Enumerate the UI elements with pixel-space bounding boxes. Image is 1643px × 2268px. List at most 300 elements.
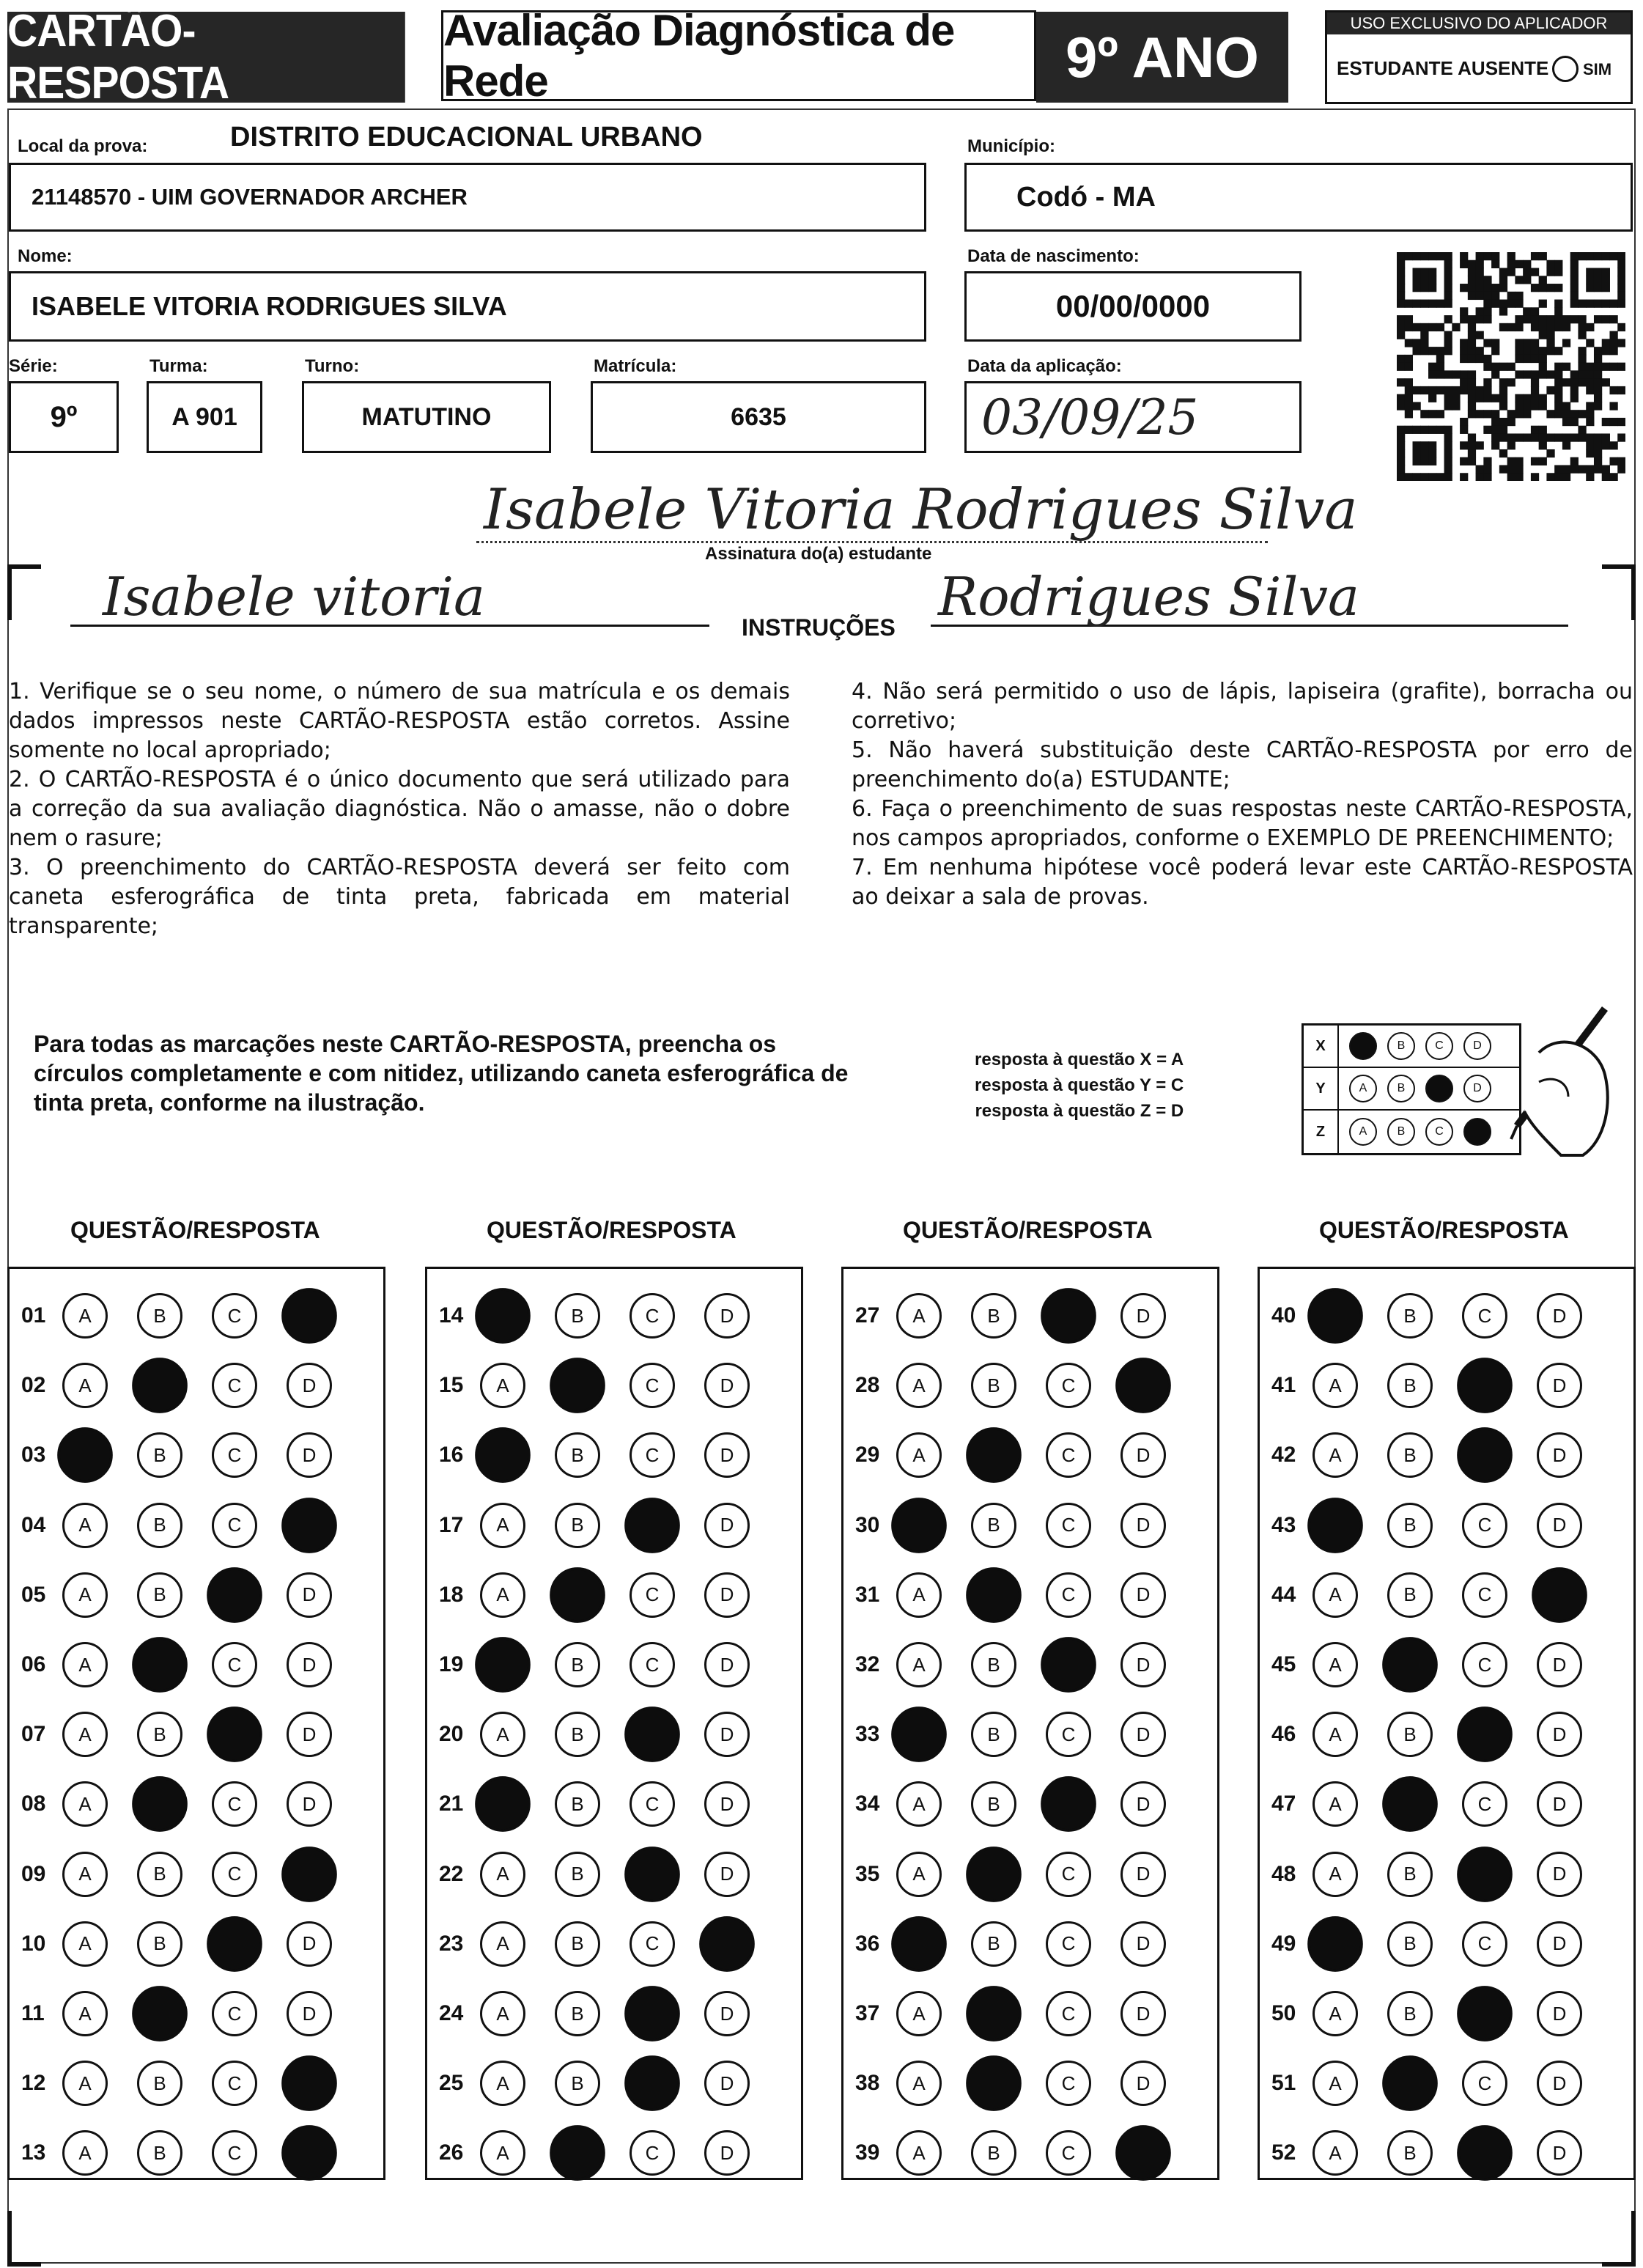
option-bubble-c[interactable] (1046, 1852, 1091, 1897)
option-bubble-a[interactable] (62, 1991, 108, 2036)
option-bubble-a[interactable] (62, 1712, 108, 1757)
option-bubble-d[interactable] (287, 1712, 332, 1757)
qr-module (1570, 457, 1579, 465)
option-bubble-a[interactable] (896, 1363, 942, 1408)
qr-module (1499, 300, 1507, 308)
option-bubble-d[interactable] (1537, 1503, 1582, 1548)
qr-module (1476, 355, 1484, 363)
option-bubble-c[interactable] (1046, 1572, 1091, 1618)
option-bubble-c[interactable] (1457, 1706, 1513, 1762)
option-bubble-a[interactable] (896, 1572, 942, 1618)
option-bubble-d[interactable] (1120, 1991, 1166, 2036)
option-bubble-b[interactable] (555, 1503, 600, 1548)
option-bubble-c[interactable] (1041, 1288, 1096, 1344)
qr-module (1546, 284, 1554, 292)
option-bubble-b[interactable] (966, 1567, 1022, 1623)
option-bubble-a[interactable] (896, 1432, 942, 1478)
question-row (1260, 2131, 1633, 2175)
option-bubble-a[interactable] (480, 1503, 525, 1548)
option-bubble-a[interactable] (62, 1293, 108, 1339)
applicator-title: USO EXCLUSIVO DO APLICADOR (1327, 12, 1631, 34)
option-bubble-b[interactable] (555, 1852, 600, 1897)
option-bubble-d[interactable] (1120, 1293, 1166, 1339)
option-bubble-c[interactable] (629, 1363, 675, 1408)
option-bubble-b[interactable] (971, 1781, 1016, 1827)
option-bubble-d[interactable] (287, 1991, 332, 2036)
qr-module (1413, 284, 1421, 292)
option-bubble-b[interactable] (555, 1642, 600, 1687)
option-bubble-b[interactable] (137, 1293, 182, 1339)
qr-module (1578, 331, 1586, 339)
option-bubble-b[interactable] (971, 1293, 1016, 1339)
option-bubble-a[interactable] (1312, 1852, 1358, 1897)
qr-module (1515, 402, 1523, 410)
option-bubble-b[interactable] (966, 1428, 1022, 1484)
option-bubble-a[interactable] (1312, 1781, 1358, 1827)
option-bubble-d[interactable] (1120, 1852, 1166, 1897)
qr-module (1436, 323, 1444, 331)
option-bubble-d[interactable] (1537, 1363, 1582, 1408)
option-bubble-a[interactable] (480, 1363, 525, 1408)
option-bubble-d[interactable] (1537, 1921, 1582, 1967)
qr-module (1444, 386, 1452, 394)
option-bubble-d[interactable] (1537, 1991, 1582, 2036)
option-bubble-d[interactable] (1537, 1642, 1582, 1687)
qr-module (1476, 394, 1484, 402)
option-bubble-a[interactable] (62, 1781, 108, 1827)
option-bubble-d[interactable] (1120, 1572, 1166, 1618)
option-bubble-b[interactable] (550, 1358, 605, 1413)
option-bubble-a[interactable] (896, 1852, 942, 1897)
option-bubble-b[interactable] (555, 1712, 600, 1757)
option-bubble-d[interactable] (699, 1916, 755, 1972)
qr-module (1413, 252, 1421, 260)
option-bubble-a[interactable] (896, 1781, 942, 1827)
option-bubble-d[interactable] (281, 2126, 337, 2182)
qr-module (1515, 433, 1523, 441)
option-bubble-a[interactable] (896, 1642, 942, 1687)
option-bubble-d[interactable] (704, 2061, 750, 2106)
option-bubble-c[interactable] (212, 1991, 257, 2036)
question-row (843, 1503, 1217, 1547)
qr-module (1594, 300, 1602, 308)
option-bubble-a[interactable] (480, 1991, 525, 2036)
qr-module (1515, 347, 1523, 355)
option-bubble-b[interactable] (555, 2061, 600, 2106)
option-bubble-c[interactable] (1462, 1572, 1507, 1618)
option-bubble-b[interactable] (1387, 1572, 1433, 1618)
qr-module (1405, 300, 1413, 308)
qr-module (1546, 473, 1554, 481)
option-bubble-c[interactable] (1457, 1358, 1513, 1413)
option-bubble-c[interactable] (629, 2130, 675, 2176)
option-bubble-c[interactable] (1462, 1503, 1507, 1548)
option-bubble-d[interactable] (287, 1781, 332, 1827)
option-bubble-b[interactable] (137, 1572, 182, 1618)
qr-module (1617, 292, 1625, 300)
qr-module (1413, 300, 1421, 308)
option-bubble-b[interactable] (1387, 1852, 1433, 1897)
option-bubble-c[interactable] (1457, 1428, 1513, 1484)
option-letter: A (912, 1653, 926, 1676)
option-letter: C (1061, 1932, 1076, 1955)
option-bubble-b[interactable] (137, 1852, 182, 1897)
qr-module (1397, 363, 1405, 371)
option-letter: C (1477, 2072, 1492, 2094)
turno-field (302, 381, 551, 453)
option-letter: B (1403, 2141, 1417, 2164)
option-bubble-b[interactable] (1387, 1503, 1433, 1548)
option-bubble-c[interactable] (1041, 1637, 1096, 1693)
option-bubble-a[interactable] (1307, 1288, 1363, 1344)
option-bubble-d[interactable] (704, 1572, 750, 1618)
qr-module (1507, 363, 1515, 371)
option-bubble-b[interactable] (971, 1363, 1016, 1408)
option-bubble-b[interactable] (1387, 1293, 1433, 1339)
option-bubble-d[interactable] (704, 1293, 750, 1339)
option-letter: D (1136, 1932, 1151, 1955)
option-bubble-b[interactable] (555, 1781, 600, 1827)
option-bubble-d[interactable] (287, 1921, 332, 1967)
option-bubble-d[interactable] (287, 1572, 332, 1618)
option-bubble-a[interactable] (896, 2061, 942, 2106)
qr-module (1586, 339, 1594, 347)
qr-module (1586, 363, 1594, 371)
option-bubble-a[interactable] (896, 2130, 942, 2176)
question-row (843, 1852, 1217, 1896)
option-letter: D (302, 1443, 317, 1466)
qr-module (1507, 323, 1515, 331)
option-bubble-a[interactable] (891, 1706, 947, 1762)
option-bubble-c[interactable] (629, 1572, 675, 1618)
option-letter: D (1136, 1653, 1151, 1676)
option-bubble-a[interactable] (1312, 2130, 1358, 2176)
option-bubble-a[interactable] (62, 1642, 108, 1687)
option-bubble-c[interactable] (629, 1921, 675, 1967)
option-bubble-d[interactable] (704, 1991, 750, 2036)
option-bubble-c[interactable] (212, 1432, 257, 1478)
option-bubble-c[interactable] (212, 1293, 257, 1339)
option-bubble-d[interactable] (281, 1288, 337, 1344)
option-letter: C (1061, 1723, 1076, 1745)
option-bubble-b[interactable] (137, 1432, 182, 1478)
option-bubble-d[interactable] (704, 1781, 750, 1827)
option-bubble-a[interactable] (1312, 1991, 1358, 2036)
option-bubble-c[interactable] (624, 1986, 680, 2041)
option-bubble-d[interactable] (287, 1432, 332, 1478)
option-bubble-c[interactable] (1046, 1991, 1091, 2036)
option-bubble-c[interactable] (1046, 2061, 1091, 2106)
qr-module (1602, 378, 1610, 386)
option-bubble-d[interactable] (281, 1847, 337, 1902)
option-bubble-a[interactable] (480, 2061, 525, 2106)
option-bubble-a[interactable] (1312, 1642, 1358, 1687)
option-bubble-a[interactable] (480, 1712, 525, 1757)
option-bubble-d[interactable] (1537, 1712, 1582, 1757)
option-bubble-d[interactable] (1120, 1503, 1166, 1548)
option-bubble-c[interactable] (1457, 1986, 1513, 2041)
option-bubble-a[interactable] (480, 1852, 525, 1897)
option-bubble-b[interactable] (555, 1432, 600, 1478)
option-letter: B (987, 1304, 1000, 1327)
option-bubble-b[interactable] (971, 1712, 1016, 1757)
option-bubble-a[interactable] (1312, 1363, 1358, 1408)
option-letter: D (1552, 1932, 1567, 1955)
option-letter: C (1061, 1443, 1076, 1466)
option-bubble-c[interactable] (1462, 1293, 1507, 1339)
option-bubble-d[interactable] (704, 1642, 750, 1687)
option-bubble-a[interactable] (62, 1572, 108, 1618)
qr-module (1578, 465, 1586, 473)
option-bubble-c[interactable] (212, 2130, 257, 2176)
qr-module (1499, 323, 1507, 331)
qr-module (1531, 457, 1539, 465)
option-bubble-b[interactable] (132, 1777, 188, 1833)
option-bubble-c[interactable] (624, 1847, 680, 1902)
option-bubble-b[interactable] (555, 1991, 600, 2036)
option-letter: C (645, 1792, 660, 1815)
option-bubble-b[interactable] (550, 2126, 605, 2182)
option-bubble-d[interactable] (1120, 1712, 1166, 1757)
option-bubble-d[interactable] (1537, 1781, 1582, 1827)
option-bubble-a[interactable] (62, 1852, 108, 1897)
option-bubble-b[interactable] (1382, 1637, 1438, 1693)
option-bubble-d[interactable] (1120, 1921, 1166, 1967)
option-bubble-a[interactable] (896, 1991, 942, 2036)
option-bubble-b[interactable] (1387, 1712, 1433, 1757)
question-row (843, 1433, 1217, 1477)
option-bubble-b[interactable] (132, 1986, 188, 2041)
option-bubble-c[interactable] (624, 2055, 680, 2111)
option-letter: A (78, 1932, 92, 1955)
option-bubble-d[interactable] (1120, 1432, 1166, 1478)
option-bubble-b[interactable] (971, 1503, 1016, 1548)
option-bubble-d[interactable] (287, 1642, 332, 1687)
option-bubble-d[interactable] (1537, 2061, 1582, 2106)
option-bubble-a[interactable] (1312, 1432, 1358, 1478)
option-bubble-d[interactable] (287, 1363, 332, 1408)
option-bubble-d[interactable] (1537, 1432, 1582, 1478)
qr-module (1413, 449, 1421, 457)
option-letter: B (153, 2141, 166, 2164)
question-row (427, 1852, 801, 1896)
option-bubble-a[interactable] (475, 1288, 531, 1344)
qr-module (1507, 433, 1515, 441)
option-bubble-b[interactable] (966, 2055, 1022, 2111)
option-bubble-c[interactable] (1046, 1432, 1091, 1478)
option-bubble-d[interactable] (704, 1712, 750, 1757)
option-bubble-c[interactable] (629, 1642, 675, 1687)
qr-module (1586, 441, 1594, 449)
option-bubble-d[interactable] (281, 1498, 337, 1553)
option-bubble-b[interactable] (1387, 1991, 1433, 2036)
option-bubble-c[interactable] (1462, 1781, 1507, 1827)
option-bubble-b[interactable] (971, 2130, 1016, 2176)
option-bubble-a[interactable] (62, 1363, 108, 1408)
option-bubble-b[interactable] (137, 2061, 182, 2106)
option-bubble-b[interactable] (1382, 2055, 1438, 2111)
qr-module (1413, 268, 1421, 276)
option-bubble-c[interactable] (1046, 1363, 1091, 1408)
option-bubble-a[interactable] (475, 1428, 531, 1484)
option-letter: A (1329, 1792, 1342, 1815)
option-bubble-b[interactable] (137, 2130, 182, 2176)
option-bubble-c[interactable] (207, 1567, 262, 1623)
option-bubble-a[interactable] (1312, 2061, 1358, 2106)
option-bubble-c[interactable] (1462, 2061, 1507, 2106)
qr-module (1444, 268, 1452, 276)
option-bubble-c[interactable] (1041, 1777, 1096, 1833)
option-letter: B (153, 1443, 166, 1466)
option-bubble-d[interactable] (1120, 2061, 1166, 2106)
option-bubble-a[interactable] (1312, 1572, 1358, 1618)
option-bubble-d[interactable] (704, 1852, 750, 1897)
option-bubble-a[interactable] (1307, 1916, 1363, 1972)
option-bubble-b[interactable] (137, 1921, 182, 1967)
qr-module (1483, 276, 1491, 284)
option-letter: C (227, 1374, 242, 1396)
option-bubble-d[interactable] (1537, 1852, 1582, 1897)
option-bubble-c[interactable] (207, 1706, 262, 1762)
option-bubble-b[interactable] (555, 1921, 600, 1967)
qr-module (1483, 465, 1491, 473)
option-bubble-c[interactable] (212, 1642, 257, 1687)
option-bubble-c[interactable] (1046, 2130, 1091, 2176)
option-bubble-a[interactable] (480, 2130, 525, 2176)
option-letter: D (1552, 1443, 1567, 1466)
option-bubble-b[interactable] (966, 1847, 1022, 1902)
qr-module (1397, 315, 1405, 323)
option-bubble-d[interactable] (1115, 2126, 1171, 2182)
option-bubble-d[interactable] (281, 2055, 337, 2111)
option-bubble-c[interactable] (212, 2061, 257, 2106)
option-bubble-c[interactable] (629, 1432, 675, 1478)
aplicacao-field[interactable] (964, 381, 1302, 453)
example-bubble-a (1349, 1075, 1377, 1102)
qr-module (1397, 300, 1405, 308)
question-number: 46 (1271, 1722, 1296, 1747)
qr-module (1562, 363, 1570, 371)
option-bubble-b[interactable] (132, 1358, 188, 1413)
option-bubble-d[interactable] (704, 1503, 750, 1548)
serie-field (9, 381, 119, 453)
option-bubble-b[interactable] (1387, 1432, 1433, 1478)
option-bubble-c[interactable] (1457, 1847, 1513, 1902)
turma-value: A 901 (171, 402, 237, 431)
option-bubble-b[interactable] (971, 1642, 1016, 1687)
qr-module (1397, 284, 1405, 292)
option-bubble-c[interactable] (212, 1852, 257, 1897)
option-letter: A (78, 1723, 92, 1745)
option-letter: B (1403, 1443, 1417, 1466)
qr-module (1531, 315, 1539, 323)
option-bubble-a[interactable] (1312, 1712, 1358, 1757)
option-bubble-b[interactable] (971, 1921, 1016, 1967)
option-bubble-c[interactable] (212, 1363, 257, 1408)
option-bubble-a[interactable] (62, 1921, 108, 1967)
qr-module (1515, 323, 1523, 331)
qr-module (1546, 449, 1554, 457)
option-bubble-d[interactable] (704, 1363, 750, 1408)
option-bubble-b[interactable] (137, 1712, 182, 1757)
option-bubble-c[interactable] (624, 1498, 680, 1553)
option-bubble-a[interactable] (62, 2061, 108, 2106)
option-letter: B (571, 2002, 584, 2025)
option-letter: D (1136, 1304, 1151, 1327)
option-bubble-b[interactable] (1382, 1777, 1438, 1833)
qr-module (1586, 378, 1594, 386)
option-bubble-a[interactable] (475, 1637, 531, 1693)
option-bubble-d[interactable] (704, 1432, 750, 1478)
qr-module (1436, 410, 1444, 418)
option-bubble-b[interactable] (555, 1293, 600, 1339)
qr-module (1562, 433, 1570, 441)
option-bubble-b[interactable] (966, 1986, 1022, 2041)
option-bubble-a[interactable] (891, 1498, 947, 1553)
option-bubble-c[interactable] (1462, 1921, 1507, 1967)
option-bubble-a[interactable] (57, 1428, 113, 1484)
option-bubble-c[interactable] (207, 1916, 262, 1972)
option-bubble-c[interactable] (212, 1781, 257, 1827)
option-bubble-c[interactable] (1046, 1712, 1091, 1757)
qr-module (1554, 433, 1562, 441)
question-row (10, 1363, 383, 1407)
qr-module (1499, 394, 1507, 402)
option-bubble-d[interactable] (1115, 1358, 1171, 1413)
qr-module (1499, 386, 1507, 394)
option-bubble-c[interactable] (1046, 1921, 1091, 1967)
option-letter: D (1552, 1514, 1567, 1536)
option-bubble-a[interactable] (62, 2130, 108, 2176)
option-bubble-c[interactable] (624, 1706, 680, 1762)
option-bubble-a[interactable] (62, 1503, 108, 1548)
option-bubble-d[interactable] (704, 2130, 750, 2176)
option-bubble-a[interactable] (475, 1777, 531, 1833)
option-bubble-d[interactable] (1120, 1781, 1166, 1827)
option-letter: D (720, 1653, 734, 1676)
option-bubble-b[interactable] (1387, 1363, 1433, 1408)
option-bubble-c[interactable] (629, 1293, 675, 1339)
option-bubble-c[interactable] (1457, 2126, 1513, 2182)
qr-module (1397, 331, 1405, 339)
option-bubble-c[interactable] (1046, 1503, 1091, 1548)
option-bubble-a[interactable] (891, 1916, 947, 1972)
option-bubble-d[interactable] (1120, 1642, 1166, 1687)
option-bubble-b[interactable] (1387, 2130, 1433, 2176)
qr-module (1531, 355, 1539, 363)
option-bubble-d[interactable] (1537, 1293, 1582, 1339)
option-bubble-b[interactable] (132, 1637, 188, 1693)
option-bubble-b[interactable] (137, 1503, 182, 1548)
option-bubble-b[interactable] (550, 1567, 605, 1623)
turno-value: MATUTINO (361, 402, 492, 431)
option-bubble-a[interactable] (896, 1293, 942, 1339)
question-number: 10 (21, 1931, 46, 1956)
option-letter: A (912, 1304, 926, 1327)
option-bubble-b[interactable] (1387, 1921, 1433, 1967)
absent-checkbox[interactable] (1552, 56, 1579, 82)
example-row (1304, 1111, 1519, 1153)
option-bubble-d[interactable] (1537, 2130, 1582, 2176)
option-bubble-a[interactable] (480, 1921, 525, 1967)
option-bubble-c[interactable] (212, 1503, 257, 1548)
option-bubble-a[interactable] (480, 1572, 525, 1618)
example-row (1304, 1026, 1519, 1068)
option-bubble-d[interactable] (1532, 1567, 1587, 1623)
option-bubble-c[interactable] (1462, 1642, 1507, 1687)
option-bubble-a[interactable] (1307, 1498, 1363, 1553)
option-bubble-c[interactable] (629, 1781, 675, 1827)
